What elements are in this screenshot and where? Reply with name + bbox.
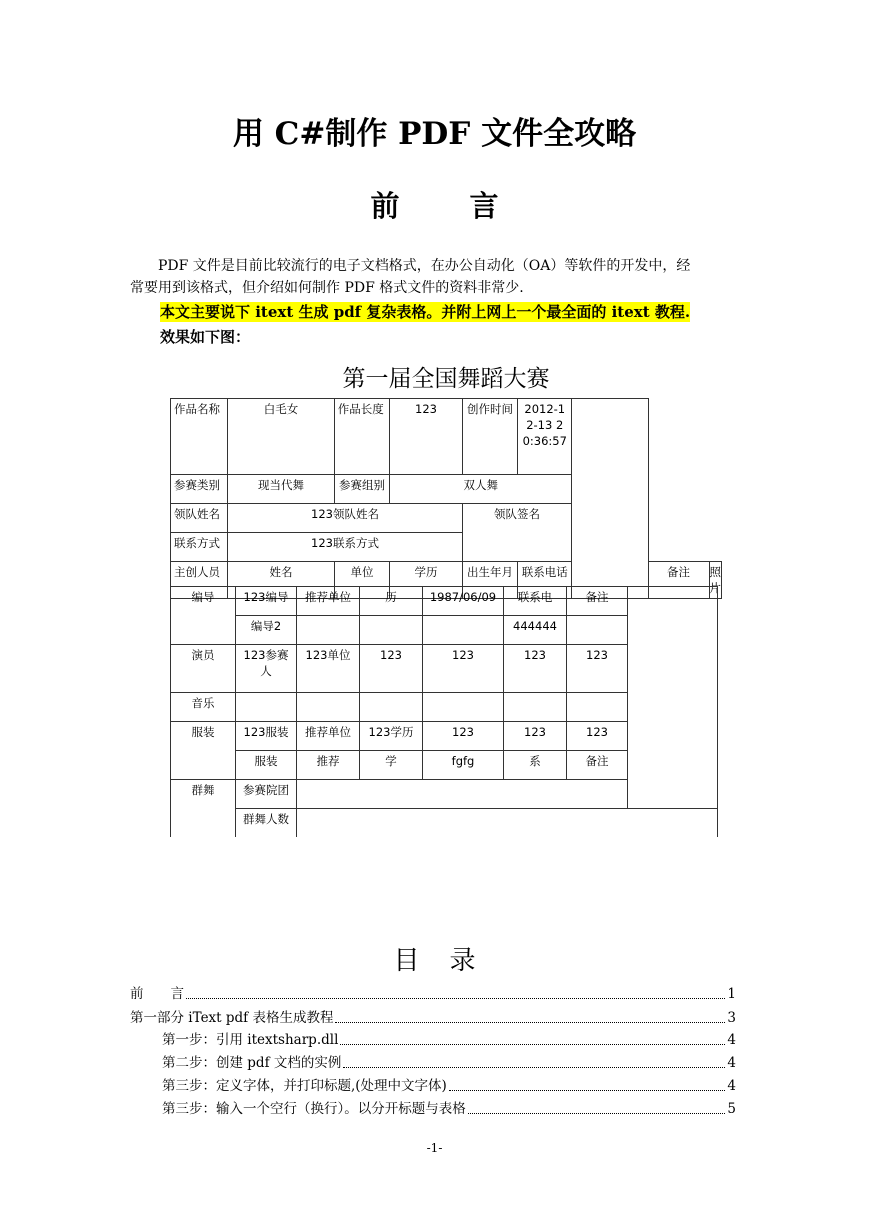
table-header-cell: 备注 [649,562,710,598]
table-cell [360,616,423,645]
table-cell: 服装 [171,722,236,780]
table-cell: 123领队姓名 [228,504,462,533]
toc-entry[interactable] [162,1053,736,1073]
toc-entry-text: 第三步：输入一个空行（换行）。以分开标题与表格 [162,1101,466,1117]
toc-entry-text: 前 言 [130,986,184,1002]
table-cell: 123服装 [236,722,297,751]
table-cell: 备注 [567,751,628,780]
intro-line-2: 常要用到该格式，但介绍如何制作 PDF 格式文件的资料非常少. [130,280,524,296]
table-cell [297,809,718,838]
table-cell: 服装 [236,751,297,780]
table-cell: 123单位 [297,645,360,693]
toc-entry-page: 4 [727,1032,736,1048]
table-cell [360,693,423,722]
toc-entry[interactable] [162,1030,736,1050]
table-header-cell: 出生年月 [462,562,518,599]
table-cell: 1987/06/09 [423,587,504,616]
toc-entry-page: 3 [727,1010,736,1026]
preface-right-char: 言 [469,189,499,223]
table-cell: 123 [390,399,462,475]
table-cell: 123 [504,722,567,751]
toc-entry-text: 第一部分 iText pdf 表格生成教程 [130,1010,334,1026]
table-cell: 编导 [171,587,236,645]
table-cell [504,693,567,722]
document-title: 用 C#制作 PDF 文件全攻略 [232,116,637,152]
table-cell: 123 [423,645,504,693]
table-header-cell: 照片 [709,565,721,595]
table-header-cell: 单位 [334,562,390,599]
table-header-cell: 学历 [390,562,462,599]
table-header-cell: 联系电话 [518,562,572,599]
table-cell: 参赛组别 [334,475,390,504]
table-cell: 编导2 [236,616,297,645]
table-cell: 123 [504,645,567,693]
table-cell: 历 [360,587,423,616]
table-cell: 作品长度 [334,399,390,475]
table-cell: 白毛女 [228,399,334,475]
table-cell: fgfg [423,751,504,780]
table-cell: 领队签名 [462,504,572,562]
toc-title [0,940,869,977]
table-cell: 123 [360,645,423,693]
table-cell: 参赛院团 [236,780,297,809]
toc-entry-text: 第三步：定义字体，并打印标题,(处理中文字体) [162,1078,447,1094]
table-cell: 123参赛人 [236,645,297,693]
members-table [170,586,718,837]
table-cell: 演员 [171,645,236,693]
table-cell: 123 [567,722,628,751]
table-cell: 作品名称 [171,399,228,475]
toc-title-right: 录 [449,946,476,976]
table-header-cell: 主创人员 [171,562,228,599]
table-cell: 音乐 [171,693,236,722]
table-cell: 推荐单位 [297,587,360,616]
toc-entry[interactable] [130,1008,736,1028]
table-cell [567,693,628,722]
toc-entry-text: 第一步：引用 itextsharp.dll [162,1032,339,1048]
toc-entry-page: 4 [727,1078,736,1094]
toc-entry-page: 1 [727,986,736,1002]
table-cell [572,399,648,599]
toc-entry[interactable] [130,984,736,1004]
table-cell: 123联系方式 [228,533,462,562]
table-cell: 学 [360,751,423,780]
photo-cell [628,587,718,809]
table-cell: 群舞人数 [236,809,297,838]
intro-paragraph [130,255,738,299]
table-cell: 推荐单位 [297,722,360,751]
table-cell: 双人舞 [390,475,572,504]
table-row [171,399,722,475]
table-cell: 系 [504,751,567,780]
effect-label: 效果如下图： [160,328,251,346]
table-cell: 备注 [567,587,628,616]
table-row [171,809,718,838]
table-cell [567,616,628,645]
table-cell: 联系方式 [171,533,228,562]
toc-entry[interactable] [162,1099,736,1119]
toc-title-left: 目 [393,946,420,976]
page-number: -1- [426,1141,443,1155]
toc-entry[interactable] [162,1076,736,1096]
table-cell [297,780,628,809]
toc-entry-page: 5 [727,1101,736,1117]
figure-title: 第一届全国舞蹈大赛 [342,366,550,392]
table-cell [236,693,297,722]
table-cell [423,693,504,722]
table-cell: 创作时间 [462,399,518,475]
table-row [171,587,718,616]
preface-left-char: 前 [370,189,400,223]
table-cell: 群舞 [171,780,236,838]
table-cell: 123 [567,645,628,693]
table-cell [297,616,360,645]
toc-entry-text: 第二步：创建 pdf 文档的实例 [162,1055,342,1071]
highlight-sentence: 本文主要说下 itext 生成 pdf 复杂表格。并附上网上一个最全面的 itext 教程. [160,303,691,321]
table-cell: 领队姓名 [171,504,228,533]
preface-heading [0,184,869,225]
result-figure [170,356,722,846]
table-cell: 联系电 [504,587,567,616]
table-cell: 444444 [504,616,567,645]
intro-line-1: PDF 文件是目前比较流行的电子文档格式，在办公自动化（OA）等软件的开发中，经 [158,258,691,274]
table-cell [297,693,360,722]
table-cell: 参赛类别 [171,475,228,504]
entry-form-table [170,398,722,599]
table-cell: 现当代舞 [228,475,334,504]
table-header-cell: 姓名 [269,565,293,579]
table-cell [423,616,504,645]
toc-entry-page: 4 [727,1055,736,1071]
table-cell: 123编导 [236,587,297,616]
table-cell: 2012-12-13 20:36:57 [518,399,572,475]
table-cell: 推荐 [297,751,360,780]
table-cell: 123学历 [360,722,423,751]
table-cell: 123 [423,722,504,751]
